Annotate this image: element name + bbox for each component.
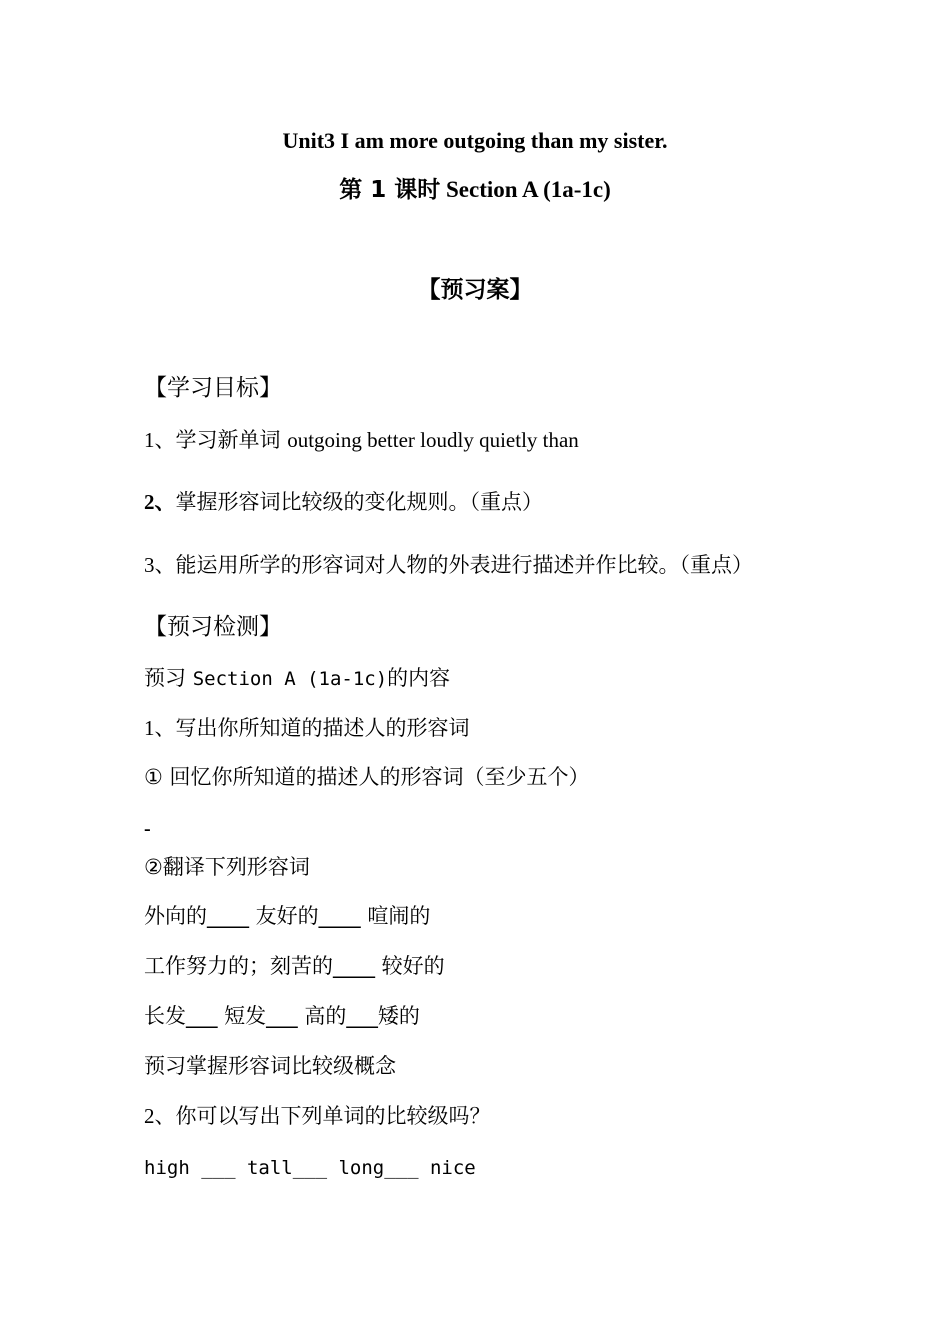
preview-check-heading: 【预习检测】: [144, 614, 282, 640]
comparative-words: high ___ tall___ long___ nice: [144, 1157, 476, 1179]
question-text: 你可以写出下列单词的比较级吗？: [175, 1104, 491, 1128]
question-number: 1、: [144, 716, 176, 740]
preview-intro-prefix: 预习: [144, 666, 193, 690]
goal-text-cn: 能运用所学的形容词对人物的外表进行描述并作比较。（重点）: [175, 553, 753, 577]
lesson-number: 第 1 课时: [339, 177, 441, 203]
preview-intro-suffix: 的内容: [387, 666, 451, 690]
comparative-concept: 预习掌握形容词比较级概念: [144, 1054, 396, 1078]
goal-number: 1、: [144, 428, 176, 452]
question-2: [144, 1102, 491, 1130]
question-1-part-b: ②翻译下列形容词: [144, 855, 310, 879]
goal-text-cn: 掌握形容词比较级的变化规则。（重点）: [175, 490, 543, 514]
preview-intro: [144, 664, 450, 693]
goal-item-3: [144, 551, 753, 579]
document-title: Unit3 I am more outgoing than my sister.: [282, 128, 668, 153]
goal-number: 3、: [144, 553, 176, 577]
learning-goals-heading: 【学习目标】: [144, 375, 282, 401]
goal-text-en: outgoing better loudly quietly than: [287, 428, 579, 452]
lesson-subtitle: [0, 175, 950, 205]
goal-number: 2、: [144, 490, 176, 514]
translate-row-2: 工作努力的；刻苦的____ 较好的: [144, 954, 445, 978]
question-text: 写出你所知道的描述人的形容词: [175, 716, 470, 740]
blank-dash: -: [144, 818, 151, 840]
goal-item-2: [144, 488, 543, 516]
translate-row-3: 长发___ 短发___ 高的___矮的: [144, 1004, 420, 1028]
question-1: [144, 714, 470, 742]
lesson-section: Section A (1a-1c): [440, 177, 611, 202]
question-number: 2、: [144, 1104, 176, 1128]
translate-row-1: 外向的____ 友好的____ 喧闹的: [144, 904, 431, 928]
goal-item-1: [144, 426, 579, 454]
preview-case-header: 【预习案】: [417, 277, 533, 303]
goal-text-cn: 学习新单词: [175, 428, 288, 452]
preview-intro-section: Section A (1a-1c): [192, 668, 388, 690]
question-1-part-a: ① 回忆你所知道的描述人的形容词（至少五个）: [144, 765, 590, 789]
